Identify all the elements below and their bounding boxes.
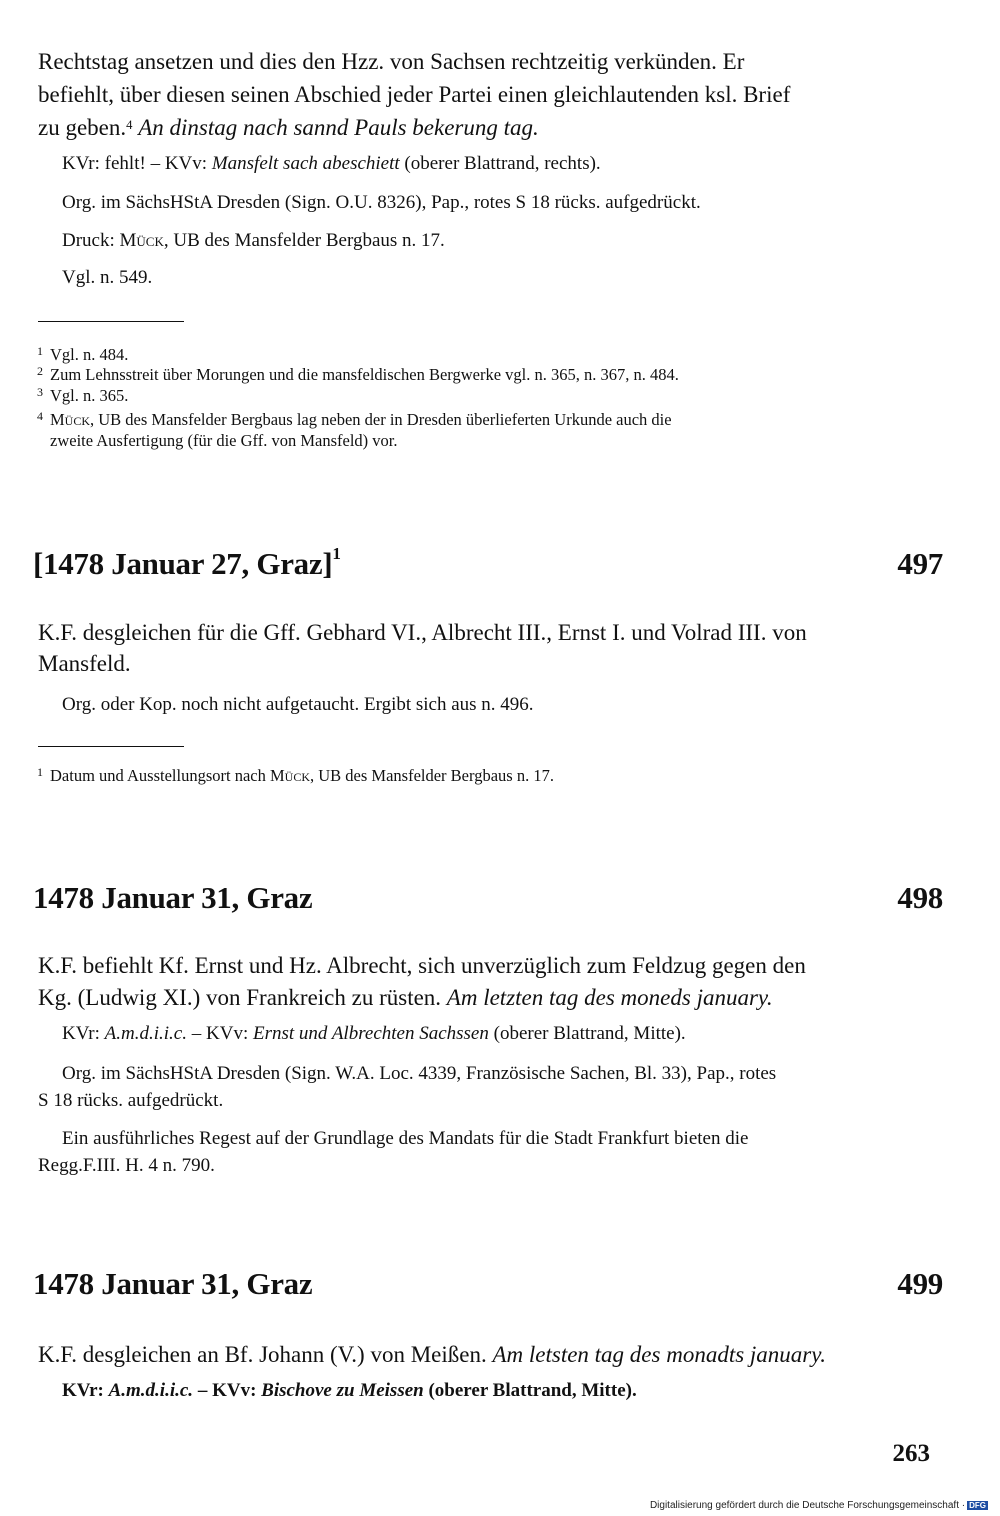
footnote-text: Datum und Ausstellungsort nach xyxy=(50,766,266,785)
kvr-label: KVr: xyxy=(62,153,100,174)
kv-line xyxy=(62,150,940,177)
carryover-text-end: zu geben. xyxy=(38,115,127,140)
entry-498-text: Kg. (Ludwig XI.) von Frankreich zu rüsten. xyxy=(38,985,442,1010)
dating-formula: Am letsten tag des monadts january. xyxy=(492,1342,826,1367)
footnote-ref-1: 1 xyxy=(332,544,341,563)
entry-number: 499 xyxy=(897,1266,943,1301)
entry-498-text-line-1: K.F. befiehlt Kf. Ernst und Hz. Albrecht, sich unverzüglich zum Feldzug gegen den xyxy=(38,953,806,978)
carryover-text-line-2: befiehlt, über diesen seinen Abschied jeder Partei einen gleichlautenden ksl. Brief xyxy=(38,82,791,107)
regest-line-1: Ein ausführliches Regest auf der Grundlage des Mandats für die Stadt Frankfurt bieten die xyxy=(62,1128,749,1149)
kvr-label: KVr: xyxy=(62,1023,100,1044)
entry-number: 498 xyxy=(897,880,943,915)
entry-heading-498 xyxy=(33,880,943,924)
compare-reference: Vgl. n. 549. xyxy=(62,267,153,288)
entry-498-kv-line xyxy=(62,1020,940,1047)
entry-499-kv-line xyxy=(62,1377,940,1404)
print-title: , UB des Mansfelder Bergbaus n. 17. xyxy=(163,230,445,251)
footnote-mark: 1 xyxy=(37,344,43,358)
footnote-author: Mück xyxy=(269,766,310,785)
footnote-3 xyxy=(37,385,945,405)
kvv-value: Mansfelt sach abeschiett xyxy=(211,153,400,174)
footnote-mark: 4 xyxy=(37,409,43,423)
carryover-text-line-1: Rechtstag ansetzen und dies den Hzz. von Sachsen rechtzeitig verkünden. Er xyxy=(38,49,745,74)
entry-497-text-line-2: Mansfeld. xyxy=(38,651,131,676)
footnote-4 xyxy=(37,409,945,429)
kvv-label: – KVv: xyxy=(191,1023,249,1044)
kvr-label: KVr: xyxy=(62,1380,104,1401)
entry-date-place: 1478 Januar 31, Graz xyxy=(33,1266,313,1301)
digitization-credit xyxy=(650,1500,988,1511)
entry-date-place: 1478 Januar 31, Graz xyxy=(33,880,313,915)
footnote-mark: 2 xyxy=(37,364,43,378)
carryover-text-line-3 xyxy=(38,112,946,143)
footnote-ref-4: 4 xyxy=(126,118,133,132)
entry-heading-499 xyxy=(33,1266,943,1310)
entry-497-source: Org. oder Kop. noch nicht aufgetaucht. Ergibt sich aus n. 496. xyxy=(62,694,534,715)
footnote-4-continued: zweite Ausfertigung (für die Gff. von Mansfeld) vor. xyxy=(50,431,398,450)
footnote-author: Mück xyxy=(50,410,91,429)
entry-498-source xyxy=(38,1060,938,1114)
kvv-label: – KVv: xyxy=(150,153,208,174)
entry-heading-497 xyxy=(33,546,943,590)
entry-497-footnote-1 xyxy=(37,765,945,785)
entry-499-text xyxy=(38,1339,946,1370)
footnote-text: , UB des Mansfelder Bergbaus lag neben der in Dresden überlieferten Urkunde auch die xyxy=(90,410,672,429)
dating-formula: Am letzten tag des moneds january. xyxy=(446,985,773,1010)
kvr-value: A.m.d.i.i.c. xyxy=(104,1023,187,1044)
kvr-value: fehlt! xyxy=(104,153,146,174)
print-author: Mück xyxy=(119,230,164,251)
kvv-value: Bischove zu Meissen xyxy=(261,1380,424,1401)
source-line-1: Org. im SächsHStA Dresden (Sign. W.A. Loc. 4339, Französische Sachen, Bl. 33), Pap., rotes xyxy=(62,1063,777,1084)
regest-line-2: Regg.F.III. H. 4 n. 790. xyxy=(38,1155,215,1176)
entry-number: 497 xyxy=(897,546,943,581)
kvr-value: A.m.d.i.i.c. xyxy=(108,1380,194,1401)
dfg-logo: DFG xyxy=(969,1501,986,1510)
entry-497-text-line-1: K.F. desgleichen für die Gff. Gebhard VI., Albrecht III., Ernst I. und Volrad III. von xyxy=(38,620,807,645)
footnote-1 xyxy=(37,344,945,364)
entry-498-regest-note xyxy=(38,1125,938,1179)
kvv-note: (oberer Blattrand, rechts). xyxy=(404,153,601,174)
heading-text: [1478 Januar 27, Graz] xyxy=(33,546,333,581)
footnote-text: Vgl. n. 365. xyxy=(50,386,129,405)
source-line-2: S 18 rücks. aufgedrückt. xyxy=(38,1090,224,1111)
page-number: 263 xyxy=(892,1440,930,1467)
print-label: Druck: xyxy=(62,230,115,251)
footnote-divider xyxy=(38,746,184,747)
footnote-text: Zum Lehnsstreit über Morungen und die mansfeldischen Bergwerke vgl. n. 365, n. 367, n. 484. xyxy=(50,365,679,384)
original-source: Org. im SächsHStA Dresden (Sign. O.U. 8326), Pap., rotes S 18 rücks. aufgedrückt. xyxy=(62,192,701,213)
kvv-label: – KVv: xyxy=(197,1380,257,1401)
print-reference xyxy=(62,227,940,254)
footnote-text-end: , UB des Mansfelder Bergbaus n. 17. xyxy=(310,766,554,785)
entry-498-text-line-2 xyxy=(38,982,946,1013)
dating-formula: An dinstag nach sannd Pauls bekerung tag. xyxy=(138,115,539,140)
kvv-note: (oberer Blattrand, Mitte). xyxy=(428,1380,637,1401)
entry-499-text-main: K.F. desgleichen an Bf. Johann (V.) von Meißen. xyxy=(38,1342,487,1367)
kvv-note: (oberer Blattrand, Mitte). xyxy=(493,1023,686,1044)
footnote-divider xyxy=(38,321,184,322)
footnote-mark: 1 xyxy=(37,765,43,779)
footnote-mark: 3 xyxy=(37,385,43,399)
kvv-value: Ernst und Albrechten Sachssen xyxy=(252,1023,489,1044)
footnote-2 xyxy=(37,364,945,384)
credit-text: Digitalisierung gefördert durch die Deutsche Forschungsgemeinschaft · xyxy=(649,1500,966,1511)
entry-date-place xyxy=(33,546,341,582)
footnote-text: Vgl. n. 484. xyxy=(50,345,129,364)
